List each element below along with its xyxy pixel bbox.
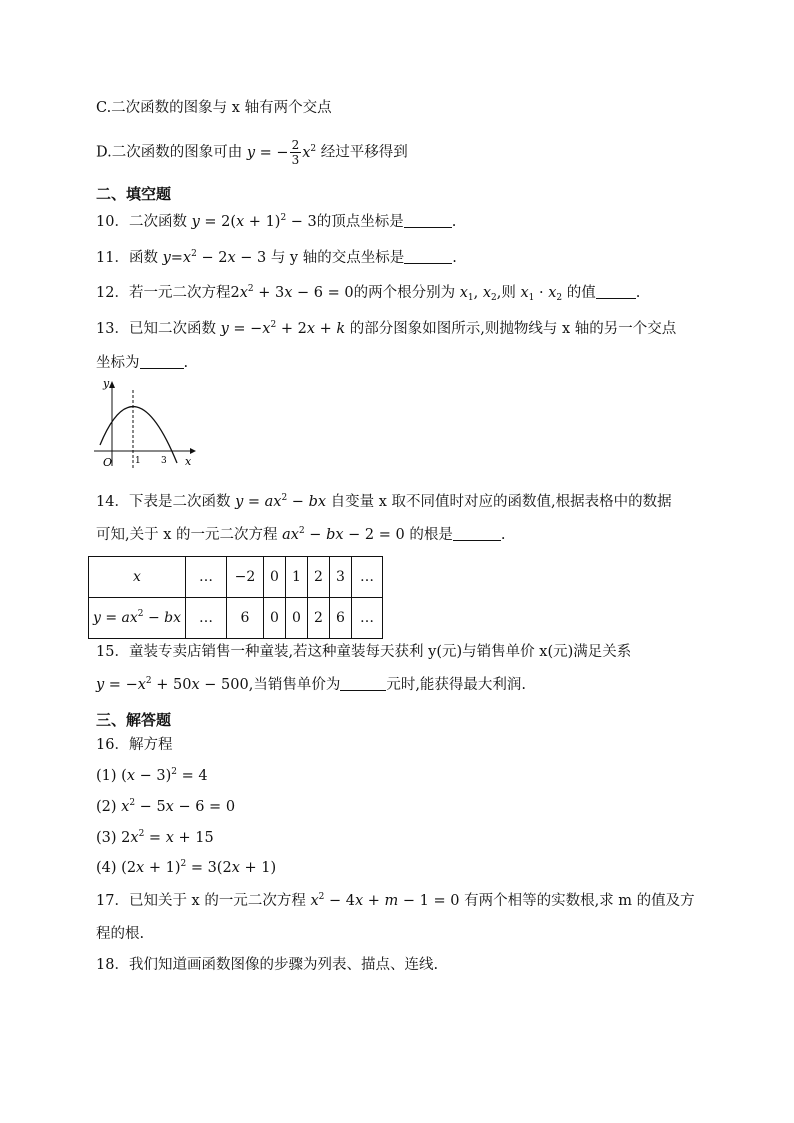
q16-part-4: (4) $(2x + 1)^2 = 3(2x + 1)$ — [96, 859, 277, 876]
question-16: 16．解方程 — [96, 737, 173, 753]
table-cell: … — [186, 557, 227, 598]
question-15-line-2: $y = -x^2 + 50x - 500$,当销售单价为 元时,能获得最大利润. — [96, 676, 527, 693]
table-cell: 3 — [330, 557, 352, 598]
table-cell: 6 — [227, 598, 264, 639]
answer-blank — [140, 354, 184, 369]
q12-product: $x_1 \cdot x_2$ — [520, 285, 563, 303]
question-14: 14．下表是二次函数 $y = ax^2$ − bx 自变量 x 取不同值时对应的函数值,根据表格中的数据 — [96, 493, 672, 510]
q11-formula: $y=x^2 - 2x - 3$ — [162, 249, 271, 266]
answer-blank — [453, 526, 501, 541]
q16-part-3: (3) $2x^2 = x + 15$ — [96, 829, 214, 846]
table-cell: … — [352, 557, 383, 598]
answer-blank — [404, 249, 452, 264]
q10-formula: $y = 2(x + 1)^2 - 3$ — [191, 213, 317, 230]
table-cell: 0 — [264, 557, 286, 598]
answer-blank — [340, 676, 386, 691]
question-10: 10．二次函数 $y = 2(x + 1)^2 - 3$的顶点坐标是 . — [96, 213, 457, 230]
option-d-formula: y = − $\frac{2}{3}$ $x^2$ — [246, 138, 317, 167]
q12-roots: $x_1$, $x_2$, — [459, 285, 502, 303]
option-d-suffix: 经过平移得到 — [320, 144, 408, 161]
table-cell: −2 — [227, 557, 264, 598]
table-cell: 1 — [286, 557, 308, 598]
graph-origin-label: O — [103, 456, 113, 469]
q16-part-2: (2) $x^2 - 5x - 6 = 0$ — [96, 798, 236, 815]
table-row-y — [89, 598, 383, 639]
question-11: 11．函数 $y=x^2 - 2x - 3$ 与 y 轴的交点坐标是 . — [96, 249, 457, 266]
q16-part-1-formula: $(x - 3)^2 = 4$ — [116, 767, 208, 784]
table-cell: 6 — [330, 598, 352, 639]
table-cell: 0 — [264, 598, 286, 639]
question-13: 13．已知二次函数 $y = -x^2 + 2x + k$ 的部分图象如图所示,则抛物线与 x 轴的另一个交点 — [96, 320, 677, 337]
q13-formula: $y = -x^2 + 2x + k$ — [220, 320, 346, 337]
graph-x-label: x — [185, 455, 192, 468]
option-d — [96, 138, 408, 167]
section-heading-fill-in: 二、填空题 — [96, 185, 172, 203]
section-heading-answer: 三、解答题 — [96, 711, 172, 729]
table-row-x — [89, 557, 383, 598]
table-cell: 2 — [308, 598, 330, 639]
y-axis-arrow — [109, 381, 115, 388]
parabola-graph — [90, 376, 200, 472]
q16-part-4-formula: $(2x + 1)^2 = 3(2x + 1)$ — [116, 859, 277, 876]
table-cell: 2 — [308, 557, 330, 598]
table-cell: 0 — [286, 598, 308, 639]
question-18: 18．我们知道画函数图像的步骤为列表、描点、连线. — [96, 957, 439, 973]
table-header-y: $y = ax^2$ − bx — [89, 598, 186, 639]
q17-equation: $x^2 - 4x + m - 1 = 0$ — [310, 892, 465, 909]
option-c — [96, 98, 332, 118]
q14-formula: $y = ax^2$ − bx — [235, 493, 327, 510]
question-17-line-2: 程的根. — [96, 926, 145, 942]
q12-equation: $2x^2 + 3x - 6 = 0$ — [230, 284, 354, 301]
graph-tick-1: 1 — [135, 456, 141, 466]
question-15: 15．童装专卖店销售一种童装,若这种童装每天获利 y(元)与销售单价 x(元)满足关系 — [96, 644, 632, 660]
q16-part-3-formula: $2x^2 = x + 15$ — [116, 829, 214, 846]
q14-equation: $ax^2$ − bx − 2 = 0 — [282, 526, 410, 543]
fraction: $\frac{2}{3}$ — [291, 138, 300, 167]
q16-part-1: (1) $(x - 3)^2 = 4$ — [96, 767, 208, 784]
question-17: 17．已知关于 x 的一元二次方程 $x^2 - 4x + m - 1 = 0$ 有两个相等的实数根,求 m 的值及方 — [96, 892, 695, 909]
answer-blank — [596, 284, 636, 299]
answer-blank — [404, 213, 452, 228]
q15-formula: $y = -x^2 + 50x - 500$ — [96, 676, 249, 693]
graph-y-label: y — [103, 377, 110, 390]
table-cell: … — [186, 598, 227, 639]
question-13-line-2: 坐标为 . — [96, 355, 189, 371]
table-cell: … — [352, 598, 383, 639]
graph-tick-3: 3 — [161, 456, 167, 466]
option-d-prefix: D.二次函数的图象可由 — [96, 144, 243, 161]
option-c-text: C.二次函数的图象与 x 轴有两个交点 — [96, 100, 332, 116]
x-axis-arrow — [190, 448, 196, 454]
question-12: 12．若一元二次方程$2x^2 + 3x - 6 = 0$的两个根分别为 $x_1$, $x_2$,则 $x_1 \cdot x_2$ 的值 . — [96, 284, 641, 303]
value-table — [88, 556, 383, 639]
q16-part-2-formula: $x^2 - 5x - 6 = 0$ — [121, 798, 236, 815]
table-header-x: x — [89, 557, 186, 598]
question-14-line-2: 可知,关于 x 的一元二次方程 $ax^2$ − bx − 2 = 0 的根是 . — [96, 526, 506, 543]
